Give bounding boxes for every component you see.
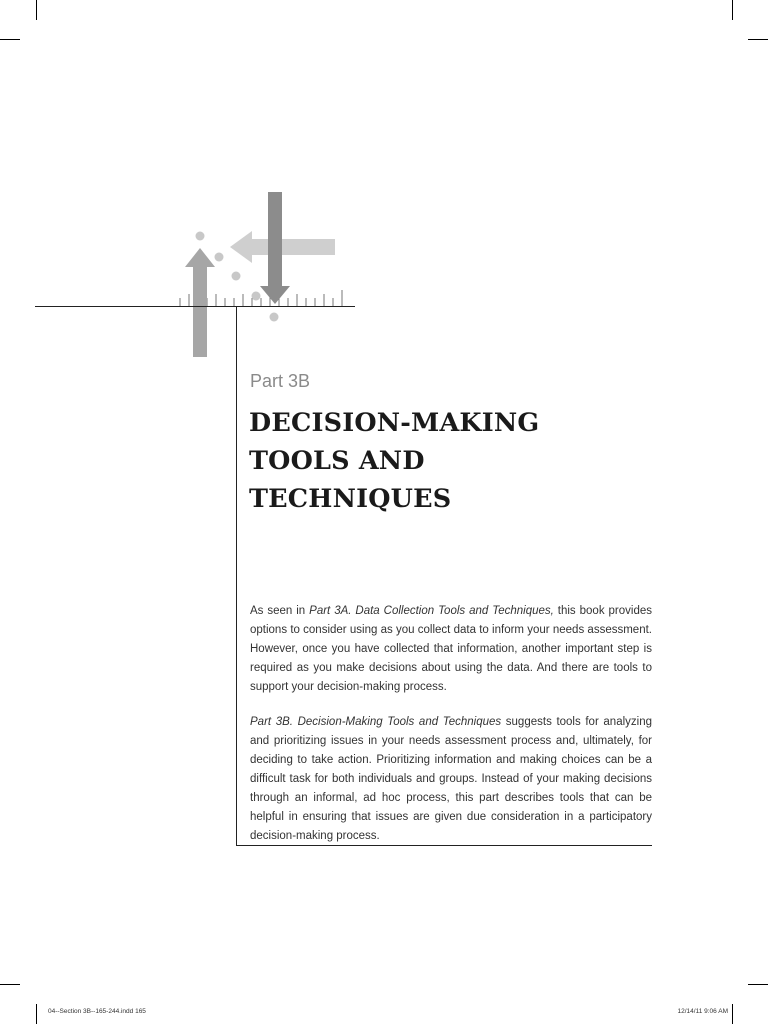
frame-left-rule <box>236 306 237 846</box>
header-rule <box>35 306 355 307</box>
crop-mark-bottom-right-h <box>748 984 768 985</box>
slug-timestamp: 12/14/11 9:06 AM <box>677 1008 728 1015</box>
paragraph-2 <box>250 713 652 846</box>
crop-mark-top-left-v <box>36 0 37 20</box>
paragraph-1 <box>250 602 652 697</box>
part-label: Part 3B <box>250 371 311 391</box>
arrows-ruler-graphic <box>0 180 380 370</box>
slug-file: 04--Section 3B--165-244.indd 165 <box>48 1008 146 1015</box>
crop-mark-top-right-v <box>732 0 733 20</box>
crop-mark-bottom-right-v <box>732 1004 733 1024</box>
crop-mark-bottom-left-v <box>36 1004 37 1024</box>
page-title <box>249 404 649 518</box>
title-line-2: TOOLS AND <box>249 446 425 476</box>
crop-mark-bottom-left-h <box>0 984 20 985</box>
crop-mark-top-right-h <box>748 39 768 40</box>
crop-mark-top-left-h <box>0 39 20 40</box>
paragraph-1-reference: Part 3A. Data Collection Tools and Techniques, <box>309 605 554 617</box>
paragraph-1-text: this book provides options to consider using as you collect data to inform your needs assessment. However, once you have collected that information, another important step is required as you make decisions about using the data. And there are tools to support your decision-making process. <box>250 605 652 693</box>
paragraph-2-text: suggests tools for analyzing and prioritizing issues in your needs assessment process and, ultimately, for deciding to take action. Prioritizing information and making choices can be a difficult task for both individuals and groups. Instead of your making decisions through an informal, ad hoc process, this part describes tools that can be helpful in ensuring that issues are given due consideration in a participatory decision-making process. <box>250 716 653 842</box>
paragraph-2-reference: Part 3B. Decision-Making Tools and Techniques <box>250 716 502 728</box>
title-line-1: DECISION-MAKING <box>249 408 540 438</box>
title-line-3: TECHNIQUES <box>249 484 452 514</box>
paragraph-1-lead: As seen in <box>250 605 310 617</box>
